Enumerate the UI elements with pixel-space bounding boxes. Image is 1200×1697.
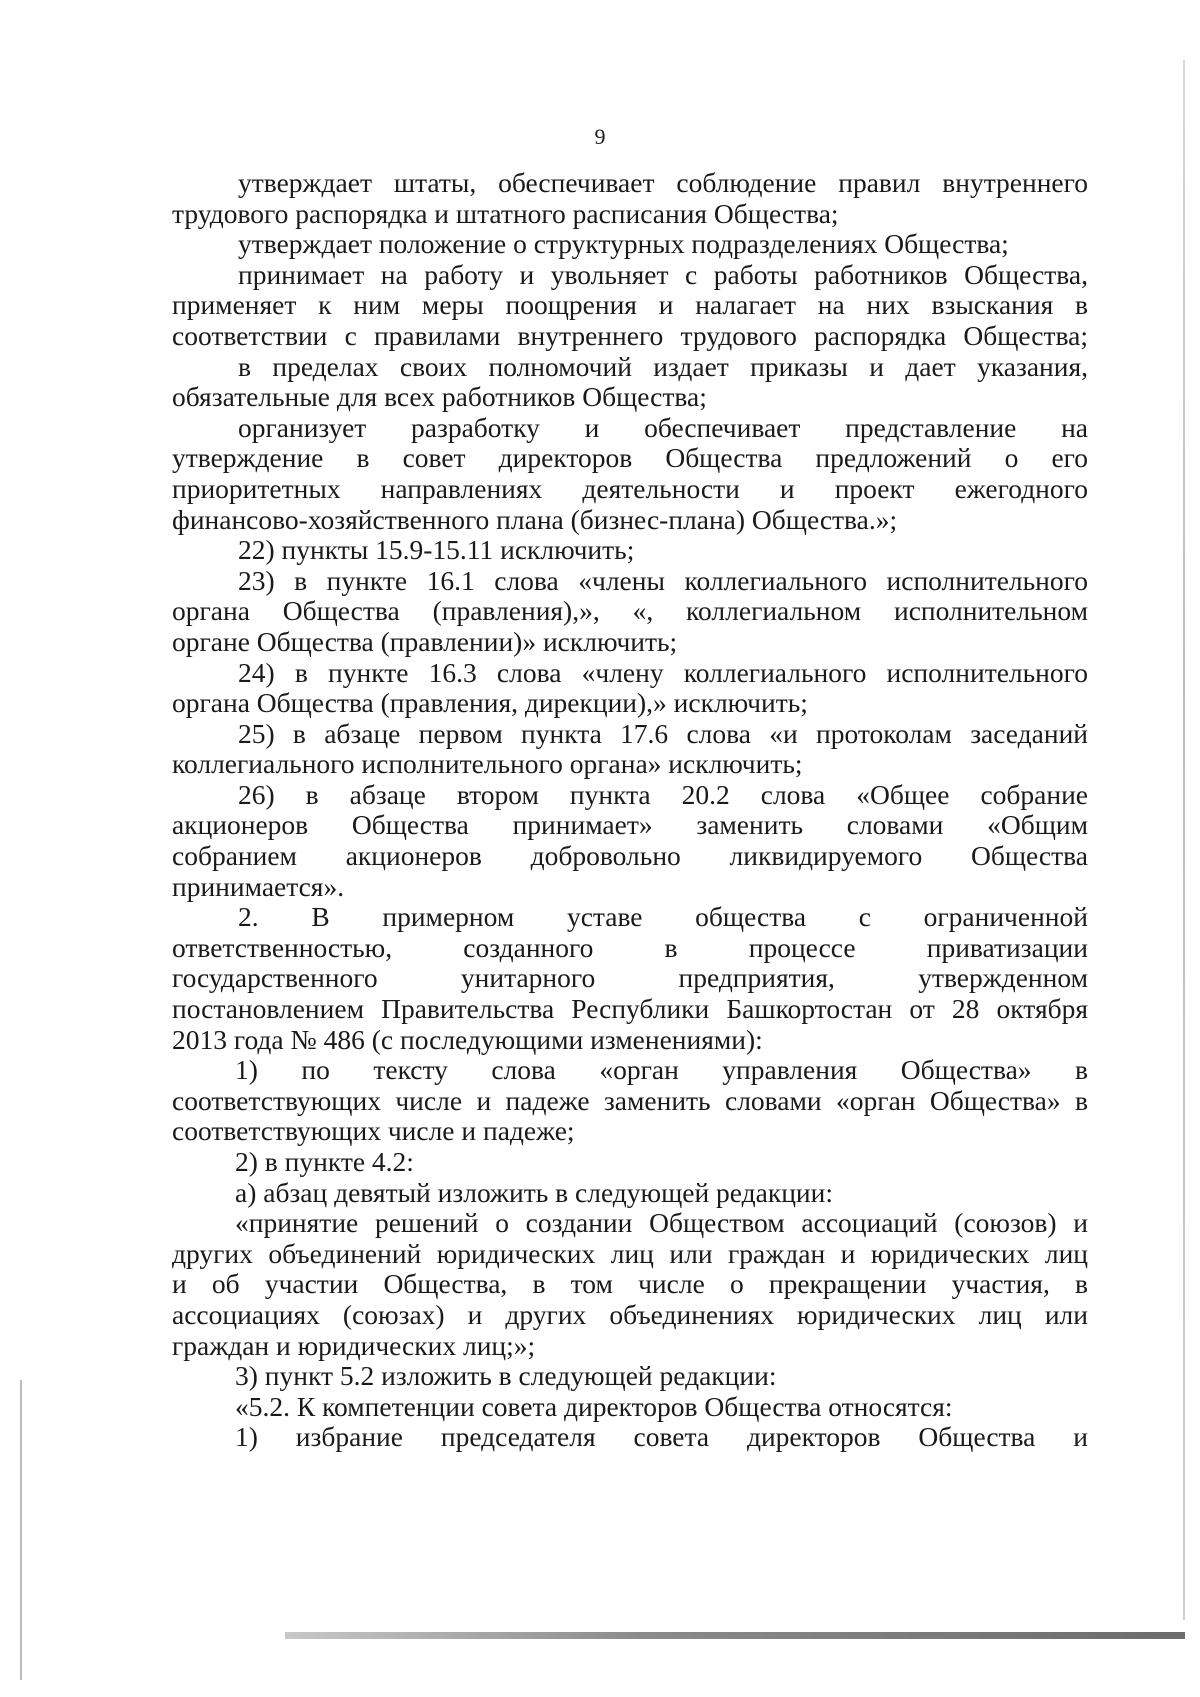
text-line: органа Общества (правления, дирекции),» исключить;	[172, 687, 808, 719]
text-line: собранием акционеров добровольно ликвидируемого Общества	[172, 840, 1088, 872]
text-line: 1) по тексту слова «орган управления Общества» в	[235, 1054, 1088, 1086]
text-line: 3) пункт 5.2 изложить в следующей редакции:	[235, 1360, 777, 1392]
text-line: «5.2. К компетенции совета директоров Общества относятся:	[235, 1390, 953, 1422]
text-line: соответствующих числе и падеже;	[172, 1115, 575, 1147]
text-line: 25) в абзаце первом пункта 17.6 слова «и протоколам заседаний	[238, 717, 1088, 749]
text-line: 2013 года № 486 (с последующими изменениями):	[172, 1023, 763, 1055]
text-line: органа Общества (правления),», «, коллегиальном исполнительном	[172, 595, 1088, 627]
text-line: акционеров Общества принимает» заменить словами «Общим	[172, 809, 1088, 841]
text-line: утверждает штаты, обеспечивает соблюдение правил внутреннего	[238, 167, 1088, 198]
text-line: организует разработку и обеспечивает представление на	[238, 411, 1088, 443]
scan-edge-left	[20, 1380, 22, 1680]
text-line: и об участии Общества, в том числе о прекращении участия, в	[172, 1268, 1088, 1300]
scan-edge-bottom	[285, 1632, 1185, 1639]
text-line: в пределах своих полномочий издает приказы и дает указания,	[238, 350, 1088, 382]
text-line: 22) пункты 15.9-15.11 исключить;	[238, 534, 635, 566]
text-line: а) абзац девятый изложить в следующей редакции:	[235, 1176, 834, 1208]
text-line: принимает на работу и увольняет с работы работников Общества,	[238, 258, 1088, 290]
text-line: 23) в пункте 16.1 слова «члены коллегиального исполнительного	[238, 564, 1088, 596]
scan-edge-right	[1183, 60, 1185, 1620]
text-line: 2) в пункте 4.2:	[235, 1146, 414, 1177]
text-line: «принятие решений о создании Обществом ассоциаций (союзов) и	[235, 1207, 1088, 1239]
text-line: обязательные для всех работников Общества;	[172, 381, 707, 413]
text-line: государственного унитарного предприятия, утвержденном	[172, 962, 1088, 994]
text-line: постановлением Правительства Республики Башкортостан от 28 октября	[172, 993, 1088, 1025]
text-line: утверждает положение о структурных подразделениях Общества;	[238, 228, 1009, 260]
text-line: соответствующих числе и падеже заменить словами «орган Общества» в	[172, 1084, 1088, 1116]
text-line: 24) в пункте 16.3 слова «члену коллегиального исполнительного	[238, 656, 1088, 688]
text-line: 26) в абзаце втором пункта 20.2 слова «Общее собрание	[238, 778, 1088, 810]
text-line: соответствии с правилами внутреннего трудового распорядка Общества;	[172, 319, 1088, 351]
text-line: 1) избрание председателя совета директоров Общества и	[235, 1421, 1088, 1453]
text-line: граждан и юридических лиц;»;	[172, 1329, 536, 1361]
text-line: ответственностью, созданного в процессе приватизации	[172, 931, 1088, 963]
text-line: коллегиального исполнительного органа» исключить;	[172, 748, 803, 780]
document-body	[172, 168, 1088, 1453]
text-line: принимается».	[172, 870, 345, 902]
page-number: 9	[594, 124, 606, 149]
text-line: утверждение в совет директоров Общества предложений о его	[172, 442, 1088, 474]
text-line: 2. В примерном уставе общества с ограниченной	[238, 901, 1088, 933]
text-line: финансово-хозяйственного плана (бизнес-плана) Общества.»;	[172, 503, 898, 535]
text-line: приоритетных направлениях деятельности и проект ежегодного	[172, 472, 1088, 504]
text-line: применяет к ним меры поощрения и налагает на них взыскания в	[172, 289, 1088, 321]
text-line: органе Общества (правлении)» исключить;	[172, 625, 678, 657]
text-line: трудового распорядка и штатного расписания Общества;	[172, 197, 839, 229]
text-line: других объединений юридических лиц или граждан и юридических лиц	[172, 1237, 1088, 1269]
text-line: ассоциациях (союзах) и других объединениях юридических лиц или	[172, 1298, 1088, 1330]
